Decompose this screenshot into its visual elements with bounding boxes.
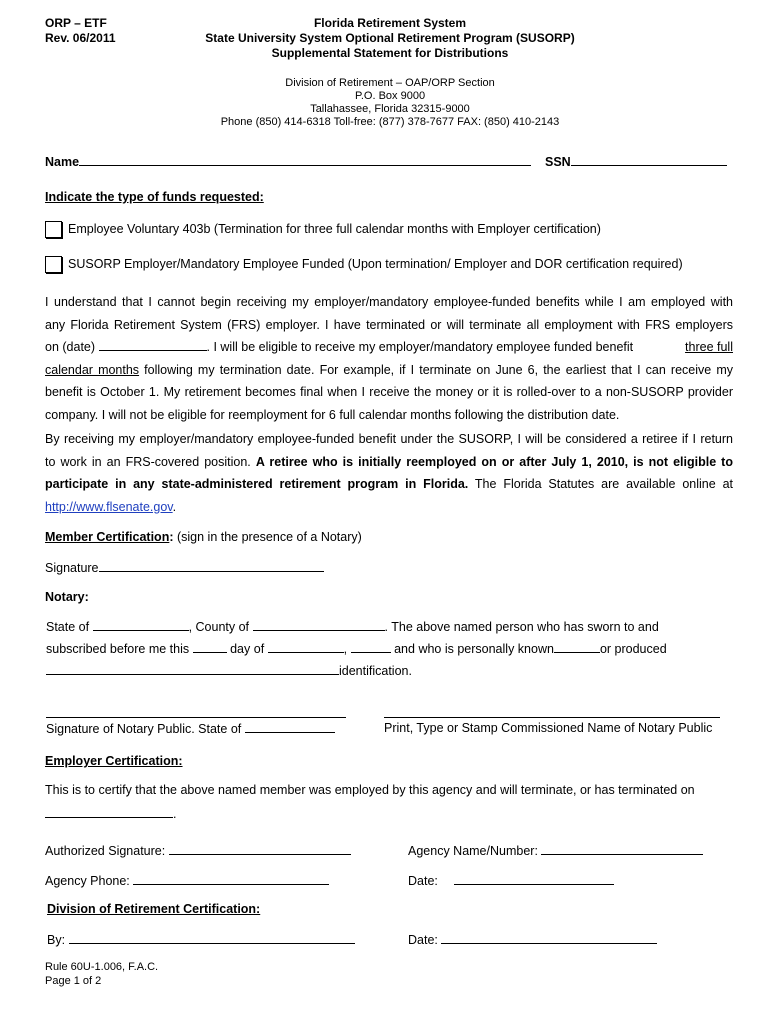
notary-month-field[interactable] [268, 641, 344, 653]
funds-heading: Indicate the type of funds requested: [45, 190, 264, 204]
checkbox-403b[interactable] [45, 221, 62, 238]
authorized-signature-field[interactable] [169, 843, 351, 855]
ssn-label: SSN [545, 155, 571, 169]
member-cert-heading: Member Certification [45, 530, 170, 544]
personally-known-field[interactable] [554, 641, 600, 653]
division-date-row [408, 932, 657, 947]
para1-line-2: any Florida Retirement System (FRS) employer. I have terminated or will terminate all employment with FRS employers [45, 317, 733, 332]
notary-year-field[interactable] [351, 641, 391, 653]
para1-line-4-text: following my termination date. For example, if I terminate on June 6, the earliest that I can receive my [139, 362, 733, 377]
on-date-label: on (date) [45, 340, 96, 354]
employer-date-row [408, 873, 614, 888]
member-cert-row [45, 530, 362, 544]
employer-termination-date-field[interactable] [45, 806, 173, 818]
form-id: ORP – ETF [45, 16, 107, 30]
address-line-1: Division of Retirement – OAP/ORP Section [285, 77, 495, 89]
understanding-paragraph [45, 291, 733, 426]
or-produced-text: or produced [599, 642, 667, 656]
identification-field[interactable] [46, 663, 339, 675]
employer-cert-text: This is to certify that the above named member was employed by this agency and will terminate, or has terminated on [45, 783, 695, 797]
para2-line-3 [45, 473, 733, 496]
para1-line-5: benefit is October 1. My retirement becomes final when I receive the money or it is rolled-over to a non-SUSORP provider [45, 385, 733, 399]
division-date-field[interactable] [441, 932, 657, 944]
signature-label: Signature [45, 561, 99, 575]
agency-name-label: Agency Name/Number: [408, 844, 538, 858]
state-of-label: State of [46, 620, 90, 634]
ssn-row [545, 154, 727, 169]
authorized-signature-label: Authorized Signature: [45, 844, 166, 858]
division-by-field[interactable] [69, 932, 355, 944]
notary-signature-label-row [46, 721, 335, 736]
para1-line-6: company. I will not be eligible for reemployment for 6 full calendar months following the distribution date. [45, 407, 620, 422]
notary-signature-line[interactable] [46, 706, 346, 718]
revision-date: Rev. 06/2011 [45, 31, 116, 45]
para1-line-4 [45, 359, 733, 382]
link-period: . [172, 499, 177, 514]
para1-line-3 [45, 336, 733, 359]
employer-cert-heading: Employer Certification: [45, 754, 183, 768]
title-line-2: State University System Optional Retirement Program (SUSORP) [205, 31, 575, 45]
notary-name-stamp-line[interactable] [384, 706, 720, 718]
notary-signature-label: Signature of Notary Public. State of [46, 722, 242, 736]
county-of-label: , County of [188, 620, 250, 634]
member-signature-row [45, 560, 324, 575]
authorized-signature-row [45, 843, 351, 858]
notary-day-field[interactable] [193, 641, 227, 653]
form-id-block [45, 16, 116, 46]
sworn-text: . The above named person who has sworn to and [384, 620, 659, 634]
name-label: Name [45, 155, 80, 169]
name-row [45, 154, 531, 169]
agency-phone-label: Agency Phone: [45, 874, 130, 888]
notary-line-2 [46, 641, 667, 656]
retiree-paragraph [45, 428, 733, 518]
employer-date-label: Date: [408, 874, 438, 888]
agency-phone-field[interactable] [133, 873, 329, 885]
notary-line-1 [46, 619, 659, 634]
option-employer-funded-label: SUSORP Employer/Mandatory Employee Funded (Upon termination/ Employer and DOR certification required) [68, 257, 683, 271]
member-cert-note: (sign in the presence of a Notary) [173, 530, 362, 544]
name-field[interactable] [79, 154, 531, 166]
notary-commission-state-field[interactable] [245, 721, 335, 733]
termination-date-field[interactable] [99, 339, 207, 351]
para2-line-2-text: to work in an FRS-covered position. [45, 454, 256, 469]
flsenate-link[interactable]: http://www.flsenate.gov [45, 499, 173, 514]
notary-state-field[interactable] [93, 619, 189, 631]
member-cert-colon: : [169, 530, 174, 544]
address-line-2: P.O. Box 9000 [354, 90, 426, 102]
address-block [180, 77, 600, 129]
option-403b-label: Employee Voluntary 403b (Termination for three full calendar months with Employer certification) [68, 222, 601, 236]
notary-print-label: Print, Type or Stamp Commissioned Name of Notary Public [384, 721, 713, 735]
participate-bold-text: participate in any state-administered retirement program in Florida. [45, 477, 469, 491]
form-title-block [180, 16, 600, 61]
title-line-3: Supplemental Statement for Distributions [271, 46, 509, 60]
rule-citation: Rule 60U-1.006, F.A.C. [45, 961, 159, 973]
calendar-months-text: calendar months [45, 362, 140, 377]
identification-text: identification. [339, 664, 412, 678]
footer [45, 960, 158, 988]
by-label: By: [47, 933, 66, 947]
notary-county-field[interactable] [253, 619, 385, 631]
title-line-1: Florida Retirement System [313, 16, 467, 30]
employer-period: . [173, 807, 177, 821]
employer-date-field[interactable] [454, 873, 614, 885]
comma: , [343, 642, 348, 656]
notary-line-3 [46, 663, 412, 678]
division-by-row [47, 932, 355, 947]
division-cert-heading: Division of Retirement Certification: [47, 902, 261, 916]
para2-line-4 [45, 496, 733, 519]
address-line-3: Tallahassee, Florida 32315-9000 [310, 103, 470, 115]
page-number: Page 1 of 2 [45, 975, 102, 987]
day-of-label: day of [230, 642, 265, 656]
address-line-4: Phone (850) 414-6318 Toll-free: (877) 378-7677 FAX: (850) 410-2143 [220, 116, 560, 128]
ssn-field[interactable] [571, 154, 727, 166]
checkbox-employer-funded[interactable] [45, 256, 62, 273]
statutes-text: The Florida Statutes are available online at [468, 477, 734, 491]
three-full-text: three full [685, 340, 733, 354]
retiree-bold-text: A retiree who is initially reemployed on or after July 1, 2010, is not eligible to [255, 454, 733, 469]
notary-heading: Notary: [45, 590, 89, 604]
agency-name-row [408, 843, 703, 858]
para2-line-2 [45, 451, 733, 474]
division-date-label: Date: [408, 933, 438, 947]
subscribed-text: subscribed before me this [46, 642, 190, 656]
personally-known-text: and who is personally known [394, 642, 554, 656]
agency-phone-row [45, 873, 329, 888]
para1-line-1: I understand that I cannot begin receiving my employer/mandatory employee-funded benefits while I am employed with [45, 295, 733, 309]
para1-line-3-text: . I will be eligible to receive my employer/mandatory employee funded benefit [206, 340, 634, 354]
agency-name-field[interactable] [541, 843, 703, 855]
para2-line-1: By receiving my employer/mandatory employee-funded benefit under the SUSORP, I will be considered a retiree if I return [45, 432, 733, 446]
employer-termination-row [45, 806, 176, 821]
member-signature-field[interactable] [99, 560, 324, 572]
